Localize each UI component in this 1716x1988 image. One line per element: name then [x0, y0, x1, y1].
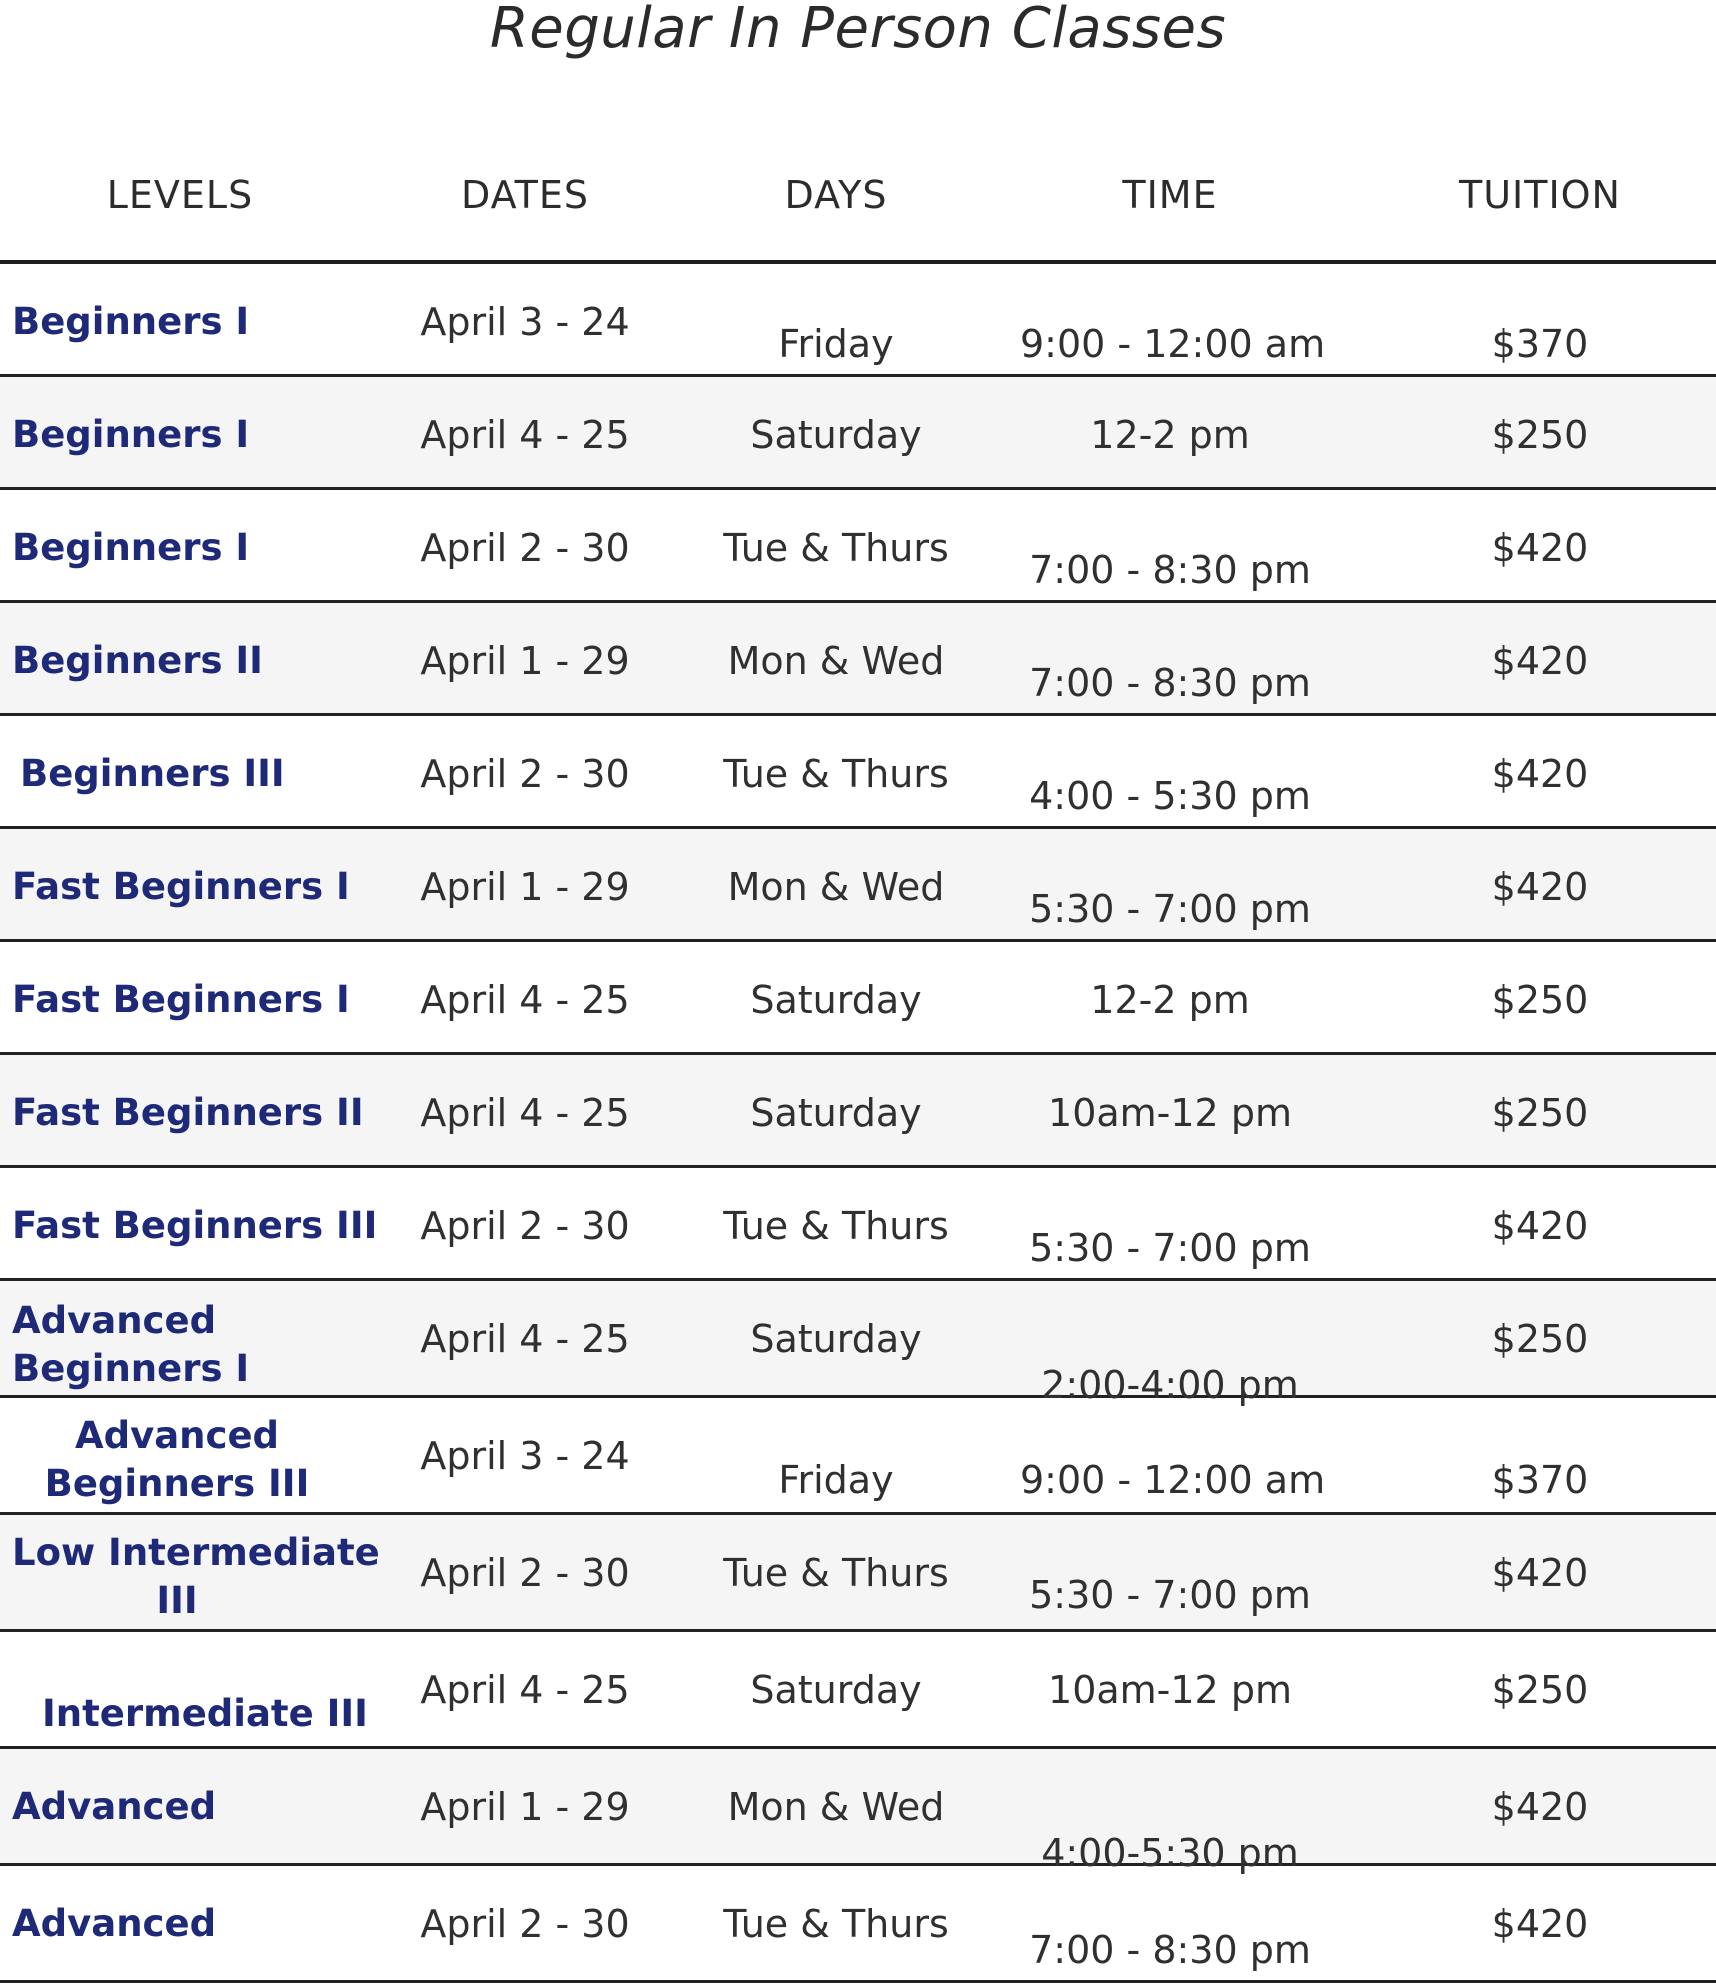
page-title: Regular In Person Classes — [489, 0, 1227, 61]
time-cell: 5:30 - 7:00 pm — [1029, 1226, 1311, 1270]
time-cell: 9:00 - 12:00 am — [1020, 322, 1326, 366]
time-cell: 10am-12 pm — [1048, 1091, 1292, 1135]
table-row — [0, 1398, 1716, 1515]
days-cell: Friday — [778, 322, 894, 366]
level-cell — [12, 1202, 377, 1250]
tuition-cell: $250 — [1491, 413, 1589, 457]
level-line: Advanced — [12, 1902, 217, 1945]
table-header — [0, 162, 1716, 228]
time-cell: 7:00 - 8:30 pm — [1029, 548, 1311, 592]
level-line: Fast Beginners II — [12, 1091, 364, 1134]
days-cell: Tue & Thurs — [723, 1551, 949, 1595]
tuition-cell: $370 — [1491, 1458, 1589, 1502]
level-line: Beginners I — [12, 300, 250, 343]
days-cell: Friday — [778, 1458, 894, 1502]
days-cell: Saturday — [750, 1091, 922, 1135]
level-cell — [12, 976, 350, 1024]
dates-cell: April 2 - 30 — [420, 1204, 630, 1248]
dates-cell: April 4 - 25 — [420, 413, 630, 457]
tuition-cell: $420 — [1491, 639, 1589, 683]
tuition-cell: $420 — [1491, 1902, 1589, 1946]
level-cell — [12, 1529, 380, 1625]
table-row — [0, 1866, 1716, 1983]
level-line: Advanced — [12, 1785, 217, 1828]
dates-cell: April 3 - 24 — [420, 300, 630, 344]
level-line: Beginners I — [12, 413, 250, 456]
column-header-time: TIME — [1122, 173, 1218, 217]
level-cell — [12, 524, 249, 572]
days-cell: Saturday — [750, 1317, 922, 1361]
tuition-cell: $420 — [1491, 752, 1589, 796]
tuition-cell: $420 — [1491, 1204, 1589, 1248]
tuition-cell: $420 — [1491, 1785, 1589, 1829]
table-row — [0, 1749, 1716, 1875]
days-cell: Saturday — [750, 1668, 922, 1712]
time-cell: 5:30 - 7:00 pm — [1029, 887, 1311, 931]
level-line: Intermediate III — [42, 1692, 368, 1735]
table-row — [0, 1632, 1716, 1749]
days-cell: Mon & Wed — [727, 1785, 945, 1829]
table-row — [0, 829, 1716, 942]
tuition-cell: $250 — [1491, 1668, 1589, 1712]
dates-cell: April 2 - 30 — [420, 1551, 630, 1595]
table-row — [0, 603, 1716, 716]
days-cell: Mon & Wed — [727, 639, 945, 683]
column-header-levels: LEVELS — [106, 173, 254, 217]
tuition-cell: $370 — [1491, 322, 1589, 366]
days-cell: Tue & Thurs — [723, 752, 949, 796]
time-cell: 4:00 - 5:30 pm — [1029, 774, 1311, 818]
level-line: Fast Beginners I — [12, 865, 350, 908]
time-cell: 9:00 - 12:00 am — [1020, 1458, 1326, 1502]
level-cell — [12, 637, 263, 685]
time-cell: 10am-12 pm — [1048, 1668, 1292, 1712]
table-row — [0, 377, 1716, 490]
dates-cell: April 1 - 29 — [420, 865, 630, 909]
time-cell: 5:30 - 7:00 pm — [1029, 1573, 1311, 1617]
level-line: Advanced — [12, 1299, 217, 1342]
table-row — [0, 1281, 1716, 1407]
tuition-cell: $250 — [1491, 1091, 1589, 1135]
days-cell: Tue & Thurs — [723, 1204, 949, 1248]
days-cell: Mon & Wed — [727, 865, 945, 909]
table-row — [0, 1168, 1716, 1281]
level-line: Fast Beginners III — [12, 1204, 378, 1247]
level-cell — [12, 411, 249, 459]
dates-cell: April 4 - 25 — [420, 1668, 630, 1712]
time-cell: 4:00-5:30 pm — [1041, 1831, 1299, 1875]
dates-cell: April 2 - 30 — [420, 752, 630, 796]
table-row — [0, 490, 1716, 603]
days-cell: Tue & Thurs — [723, 526, 949, 570]
tuition-cell: $250 — [1491, 1317, 1589, 1361]
dates-cell: April 4 - 25 — [420, 978, 630, 1022]
tuition-cell: $250 — [1491, 978, 1589, 1022]
level-cell — [12, 298, 249, 346]
table-row — [0, 264, 1716, 377]
table-row — [0, 1515, 1716, 1632]
level-line: Beginners I — [12, 526, 250, 569]
tuition-cell: $420 — [1491, 1551, 1589, 1595]
level-cell — [12, 1089, 364, 1137]
time-cell: 7:00 - 8:30 pm — [1029, 1928, 1311, 1972]
level-line: Beginners III — [20, 752, 285, 795]
level-line: III — [156, 1579, 198, 1622]
column-header-dates: DATES — [461, 173, 589, 217]
time-cell: 7:00 - 8:30 pm — [1029, 661, 1311, 705]
column-header-days: DAYS — [784, 173, 888, 217]
table-row — [0, 716, 1716, 829]
dates-cell: April 4 - 25 — [420, 1091, 630, 1135]
level-cell — [20, 750, 285, 798]
level-cell — [12, 1783, 216, 1831]
level-line: Beginners I — [12, 1347, 250, 1390]
time-cell: 12-2 pm — [1090, 978, 1250, 1022]
dates-cell: April 2 - 30 — [420, 1902, 630, 1946]
table-row — [0, 1055, 1716, 1168]
level-line: Fast Beginners I — [12, 978, 350, 1021]
level-cell — [12, 1297, 249, 1393]
level-cell — [12, 1412, 342, 1508]
days-cell: Saturday — [750, 413, 922, 457]
time-cell: 12-2 pm — [1090, 413, 1250, 457]
table-row — [0, 942, 1716, 1055]
level-line: Beginners III — [44, 1462, 310, 1505]
days-cell: Tue & Thurs — [723, 1902, 949, 1946]
dates-cell: April 1 - 29 — [420, 639, 630, 683]
level-cell — [42, 1690, 368, 1738]
column-header-tuition: TUITION — [1459, 173, 1621, 217]
level-line: Advanced — [74, 1414, 280, 1457]
level-line: Beginners II — [12, 639, 263, 682]
level-line: Low Intermediate — [12, 1531, 380, 1574]
dates-cell: April 3 - 24 — [420, 1434, 630, 1478]
time-cell: 2:00-4:00 pm — [1041, 1363, 1299, 1407]
dates-cell: April 4 - 25 — [420, 1317, 630, 1361]
class-schedule-table — [0, 260, 1716, 1983]
level-cell — [12, 1900, 216, 1948]
dates-cell: April 1 - 29 — [420, 1785, 630, 1829]
days-cell: Saturday — [750, 978, 922, 1022]
dates-cell: April 2 - 30 — [420, 526, 630, 570]
tuition-cell: $420 — [1491, 865, 1589, 909]
level-cell — [12, 863, 350, 911]
tuition-cell: $420 — [1491, 526, 1589, 570]
